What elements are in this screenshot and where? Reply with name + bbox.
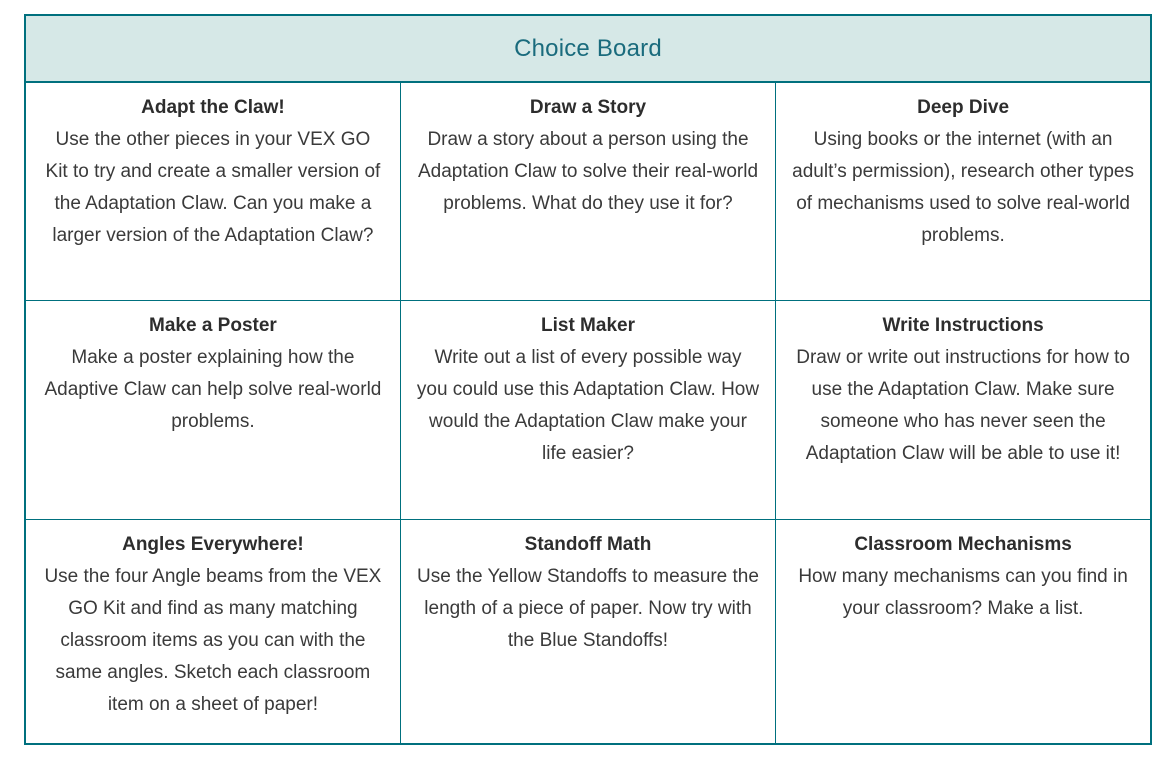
board-row-2 [25, 300, 1151, 519]
cell-standoff-math [400, 519, 775, 744]
cell-title: Classroom Mechanisms [854, 533, 1072, 555]
cell-title: Write Instructions [882, 314, 1044, 336]
cell-list-maker [400, 300, 775, 519]
cell-body: Draw or write out instructions for how to use the Adaptation Claw. Make sure someone who has never seen the Adaptation Claw will be able to use it! [796, 346, 1130, 464]
board-row-3 [25, 519, 1151, 744]
cell-title: List Maker [541, 314, 635, 336]
cell-make-a-poster [25, 300, 400, 519]
cell-title: Adapt the Claw! [141, 97, 285, 118]
cell-title: Angles Everywhere! [122, 533, 304, 555]
cell-classroom-mechanisms [776, 519, 1151, 744]
cell-body: Write out a list of every possible way you could use this Adaptation Claw. How would the Adaptation Claw make your life easier? [416, 346, 760, 464]
cell-deep-dive [776, 82, 1151, 300]
cell-body: How many mechanisms can you find in your classroom? Make a list. [798, 565, 1128, 619]
cell-draw-a-story [400, 82, 775, 300]
cell-body: Use the Yellow Standoffs to measure the length of a piece of paper. Now try with the Blue Standoffs! [417, 565, 759, 651]
cell-title: Draw a Story [529, 97, 647, 118]
cell-body: Use the other pieces in your VEX GO Kit to try and create a smaller version of the Adaptation Claw. Can you make a larger version of the Adaptation Claw? [45, 129, 381, 246]
cell-body: Draw a story about a person using the Adaptation Claw to solve their real-world problems. What do they use it for? [417, 129, 759, 214]
choice-board-title: Choice Board [25, 15, 1151, 82]
cell-title: Deep Dive [917, 97, 1010, 118]
cell-angles-everywhere [25, 519, 400, 744]
cell-body: Make a poster explaining how the Adaptive Claw can help solve real-world problems. [44, 346, 382, 432]
choice-board-header-row [25, 15, 1151, 82]
cell-write-instructions [776, 300, 1151, 519]
cell-body: Using books or the internet (with an adult’s permission), research other types of mechanisms used to solve real-world problems. [792, 129, 1134, 246]
board-row-1 [25, 82, 1151, 300]
cell-body: Use the four Angle beams from the VEX GO Kit and find as many matching classroom items as you can with the same angles. Sketch each classroom item on a sheet of paper! [44, 565, 382, 715]
cell-title: Make a Poster [149, 314, 277, 336]
choice-board-table [24, 14, 1152, 745]
cell-adapt-the-claw [25, 82, 400, 300]
cell-title: Standoff Math [524, 533, 652, 555]
